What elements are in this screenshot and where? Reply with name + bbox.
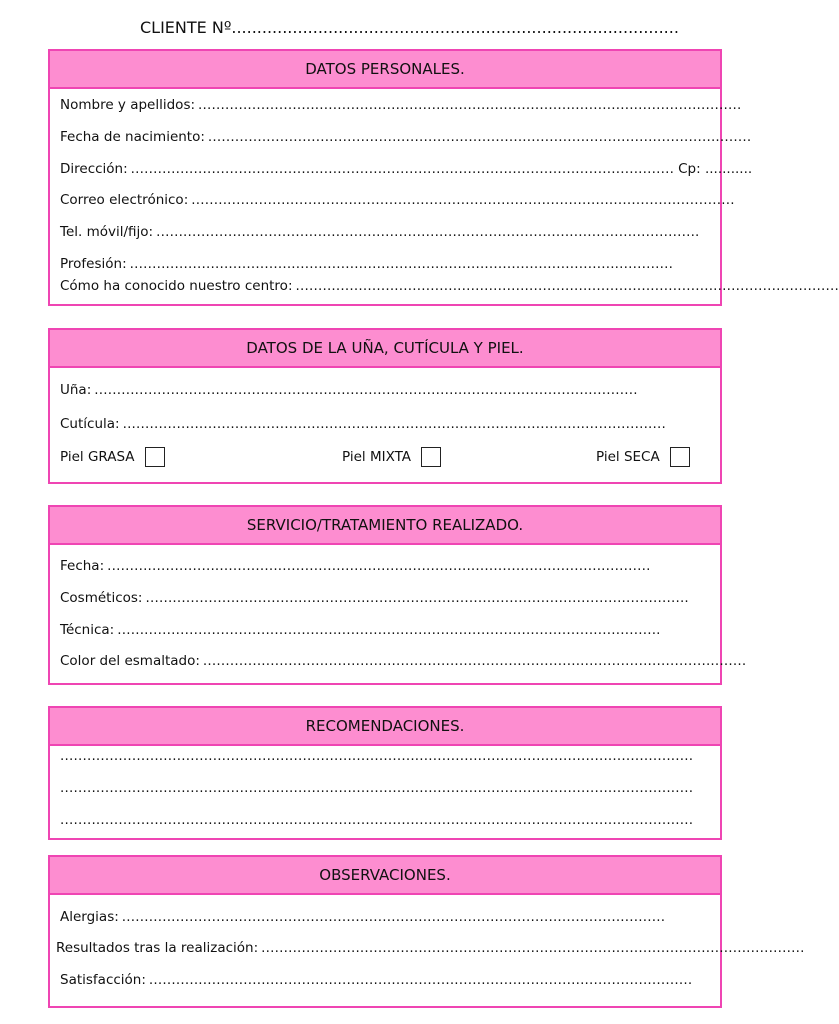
nail-data-section [48, 328, 722, 484]
skin-mixed-option[interactable] [342, 447, 441, 467]
service-section [48, 505, 747, 685]
cuticle-field[interactable] [60, 416, 710, 432]
field-dots: ............................................................................................................................................. [60, 780, 694, 796]
email-field[interactable] [60, 192, 735, 208]
results-field[interactable] [56, 940, 805, 956]
skin-dry-label: Piel SECA [596, 449, 660, 465]
postal-code-field[interactable]: Cp: ........... [678, 161, 753, 177]
observations-header: OBSERVACIONES. [50, 857, 720, 895]
field-dots: ......................................................................................................................... [145, 590, 689, 606]
field-dots: ......................................................................................................................... [295, 278, 839, 294]
client-number-line[interactable] [140, 18, 679, 37]
field-dots: ......................................................................................................................... [207, 129, 752, 145]
personal-data-section [48, 49, 839, 306]
skin-oily-label: Piel GRASA [60, 449, 135, 465]
field-dots: ......................................................................................................................... [261, 940, 805, 956]
field-label: Correo electrónico: [60, 192, 189, 208]
field-label: Cutícula: [60, 416, 120, 432]
field-label: Fecha de nacimiento: [60, 129, 205, 145]
technique-field[interactable] [60, 622, 710, 638]
field-dots: ......................................................................................................................... [122, 416, 667, 432]
satisfaction-field[interactable] [60, 972, 710, 988]
field-dots: ......................................................................................................................... [130, 161, 675, 177]
service-date-field[interactable] [60, 558, 710, 574]
field-dots: ......................................................................................................................... [148, 972, 693, 988]
field-label: Técnica: [60, 622, 115, 638]
nail-data-header: DATOS DE LA UÑA, CUTÍCULA Y PIEL. [50, 330, 720, 368]
skin-dry-option[interactable] [596, 447, 690, 467]
field-dots: ......................................................................................................................... [117, 622, 661, 638]
recommendation-line[interactable] [60, 780, 710, 796]
skin-oily-checkbox[interactable] [145, 447, 165, 467]
address-field[interactable] [60, 161, 753, 177]
field-dots: ............................................................................................................................................. [60, 748, 694, 764]
cosmetics-field[interactable] [60, 590, 710, 606]
full-name-field[interactable] [60, 97, 742, 113]
field-label: Profesión: [60, 256, 127, 272]
field-label: Resultados tras la realización: [56, 940, 259, 956]
field-dots: ......................................................................................................................... [156, 224, 700, 240]
field-label: Tel. móvil/fijo: [60, 224, 154, 240]
field-label: Color del esmaltado: [60, 653, 200, 669]
profession-field[interactable] [60, 256, 710, 272]
skin-dry-checkbox[interactable] [670, 447, 690, 467]
client-number-label: CLIENTE Nº [140, 18, 232, 37]
field-label: Satisfacción: [60, 972, 146, 988]
service-header: SERVICIO/TRATAMIENTO REALIZADO. [50, 507, 720, 545]
allergies-field[interactable] [60, 909, 710, 925]
field-dots: ......................................................................................................................... [107, 558, 651, 574]
skin-oily-option[interactable] [60, 447, 165, 467]
field-dots: ......................................................................................................................... [202, 653, 747, 669]
recommendations-section [48, 706, 722, 840]
observations-section [48, 855, 805, 1008]
field-dots: ......................................................................................................................... [121, 909, 666, 925]
recommendation-line[interactable] [60, 748, 710, 764]
field-label: Cómo ha conocido nuestro centro: [60, 278, 293, 294]
field-label: Dirección: [60, 161, 128, 177]
birth-date-field[interactable] [60, 129, 752, 145]
personal-data-header: DATOS PERSONALES. [50, 51, 720, 89]
field-dots: ......................................................................................................................... [198, 97, 742, 113]
field-label: Cosméticos: [60, 590, 143, 606]
recommendations-header: RECOMENDACIONES. [50, 708, 720, 746]
client-number-dots: ........................................................................................ [231, 18, 679, 37]
recommendation-line[interactable] [60, 812, 710, 828]
nail-field[interactable] [60, 382, 710, 398]
field-dots: ............................................................................................................................................. [60, 812, 694, 828]
field-dots: ......................................................................................................................... [129, 256, 674, 272]
skin-mixed-label: Piel MIXTA [342, 449, 412, 465]
field-dots: ......................................................................................................................... [94, 382, 638, 398]
field-label: Fecha: [60, 558, 105, 574]
field-label: Alergias: [60, 909, 119, 925]
field-dots: ......................................................................................................................... [191, 192, 735, 208]
polish-color-field[interactable] [60, 653, 747, 669]
skin-mixed-checkbox[interactable] [421, 447, 441, 467]
referral-source-field[interactable] [60, 278, 839, 294]
field-label: Uña: [60, 382, 92, 398]
phone-field[interactable] [60, 224, 710, 240]
field-label: Nombre y apellidos: [60, 97, 196, 113]
